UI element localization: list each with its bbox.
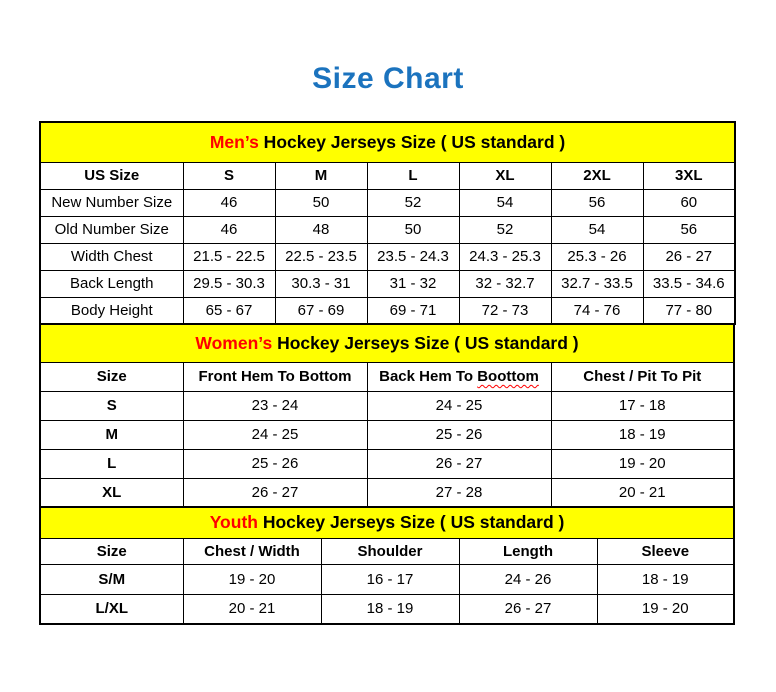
mens-band-rest: Hockey Jerseys Size ( US standard ) <box>258 131 566 152</box>
size-value: 17 - 18 <box>551 391 734 420</box>
size-value: 24.3 - 25.3 <box>459 243 551 270</box>
womens-band-rest: Hockey Jerseys Size ( US standard ) <box>272 332 579 353</box>
size-value: 19 - 20 <box>183 564 321 594</box>
column-header: 2XL <box>551 162 643 189</box>
column-header: Size <box>40 362 183 391</box>
column-header: 3XL <box>643 162 735 189</box>
size-value: 77 - 80 <box>643 297 735 324</box>
womens-band-highlight: Women’s <box>195 332 273 353</box>
womens-size-table <box>39 323 735 508</box>
size-chart <box>39 121 733 625</box>
size-value: 29.5 - 30.3 <box>183 270 275 297</box>
youth-size-table <box>39 506 735 625</box>
row-label: XL <box>40 478 183 507</box>
size-value: 31 - 32 <box>367 270 459 297</box>
size-value: 46 <box>183 189 275 216</box>
table-row <box>40 449 734 478</box>
size-value: 24 - 26 <box>459 564 597 594</box>
size-value: 25 - 26 <box>367 420 551 449</box>
size-value: 26 - 27 <box>643 243 735 270</box>
column-header: US Size <box>40 162 183 189</box>
column-header: Front Hem To Bottom <box>183 362 367 391</box>
size-value: 19 - 20 <box>551 449 734 478</box>
mens-band-row <box>40 122 735 162</box>
column-header: Chest / Width <box>183 538 321 564</box>
row-label: L/XL <box>40 594 183 624</box>
table-row <box>40 564 734 594</box>
table-row <box>40 391 734 420</box>
size-value: 46 <box>183 216 275 243</box>
column-header: S <box>183 162 275 189</box>
column-header: Length <box>459 538 597 564</box>
column-header: Size <box>40 538 183 564</box>
womens-band-row <box>40 324 734 362</box>
size-value: 25.3 - 26 <box>551 243 643 270</box>
youth-header-row <box>40 538 734 564</box>
table-row <box>40 297 735 324</box>
size-value: 52 <box>459 216 551 243</box>
size-value: 25 - 26 <box>183 449 367 478</box>
mens-size-table <box>39 121 736 325</box>
size-value: 56 <box>643 216 735 243</box>
youth-band-rest: Hockey Jerseys Size ( US standard ) <box>257 512 565 533</box>
size-value: 22.5 - 23.5 <box>275 243 367 270</box>
size-value: 26 - 27 <box>183 478 367 507</box>
size-value: 21.5 - 22.5 <box>183 243 275 270</box>
size-value: 30.3 - 31 <box>275 270 367 297</box>
row-label: Width Chest <box>40 243 183 270</box>
size-value: 32 - 32.7 <box>459 270 551 297</box>
size-value: 19 - 20 <box>597 594 734 624</box>
column-header: XL <box>459 162 551 189</box>
row-label: Back Length <box>40 270 183 297</box>
mens-header-row <box>40 162 735 189</box>
size-value: 60 <box>643 189 735 216</box>
row-label: L <box>40 449 183 478</box>
size-value: 18 - 19 <box>321 594 459 624</box>
youth-section-band <box>40 507 734 538</box>
womens-header-row <box>40 362 734 391</box>
row-label: Old Number Size <box>40 216 183 243</box>
row-label: New Number Size <box>40 189 183 216</box>
size-value: 16 - 17 <box>321 564 459 594</box>
mens-band-highlight: Men’s <box>209 131 259 152</box>
size-value: 74 - 76 <box>551 297 643 324</box>
size-value: 56 <box>551 189 643 216</box>
table-row <box>40 189 735 216</box>
page-title: Size Chart <box>312 62 464 95</box>
size-value: 23.5 - 24.3 <box>367 243 459 270</box>
size-value: 23 - 24 <box>183 391 367 420</box>
size-value: 54 <box>459 189 551 216</box>
size-value: 50 <box>367 216 459 243</box>
column-header: Sleeve <box>597 538 734 564</box>
size-value: 50 <box>275 189 367 216</box>
size-value: 69 - 71 <box>367 297 459 324</box>
youth-band-row <box>40 507 734 538</box>
womens-section-band <box>40 324 734 362</box>
size-value: 20 - 21 <box>183 594 321 624</box>
size-value: 32.7 - 33.5 <box>551 270 643 297</box>
table-row <box>40 270 735 297</box>
size-value: 65 - 67 <box>183 297 275 324</box>
size-value: 52 <box>367 189 459 216</box>
row-label: S/M <box>40 564 183 594</box>
size-value: 27 - 28 <box>367 478 551 507</box>
column-header: L <box>367 162 459 189</box>
column-header-text: Back Hem To <box>379 368 478 385</box>
table-row <box>40 243 735 270</box>
table-row <box>40 594 734 624</box>
size-value: 20 - 21 <box>551 478 734 507</box>
size-value: 48 <box>275 216 367 243</box>
size-value: 26 - 27 <box>367 449 551 478</box>
size-value: 18 - 19 <box>597 564 734 594</box>
size-value: 72 - 73 <box>459 297 551 324</box>
misspelled-word: Boottom <box>477 368 539 385</box>
column-header: Chest / Pit To Pit <box>551 362 734 391</box>
table-row <box>40 478 734 507</box>
size-value: 24 - 25 <box>183 420 367 449</box>
size-value: 24 - 25 <box>367 391 551 420</box>
size-value: 26 - 27 <box>459 594 597 624</box>
size-value: 18 - 19 <box>551 420 734 449</box>
size-value: 33.5 - 34.6 <box>643 270 735 297</box>
row-label: M <box>40 420 183 449</box>
column-header: Shoulder <box>321 538 459 564</box>
row-label: Body Height <box>40 297 183 324</box>
column-header <box>367 362 551 391</box>
table-row <box>40 216 735 243</box>
size-value: 54 <box>551 216 643 243</box>
mens-section-band <box>40 122 735 162</box>
table-row <box>40 420 734 449</box>
row-label: S <box>40 391 183 420</box>
youth-band-highlight: Youth <box>209 512 258 533</box>
size-value: 67 - 69 <box>275 297 367 324</box>
column-header: M <box>275 162 367 189</box>
